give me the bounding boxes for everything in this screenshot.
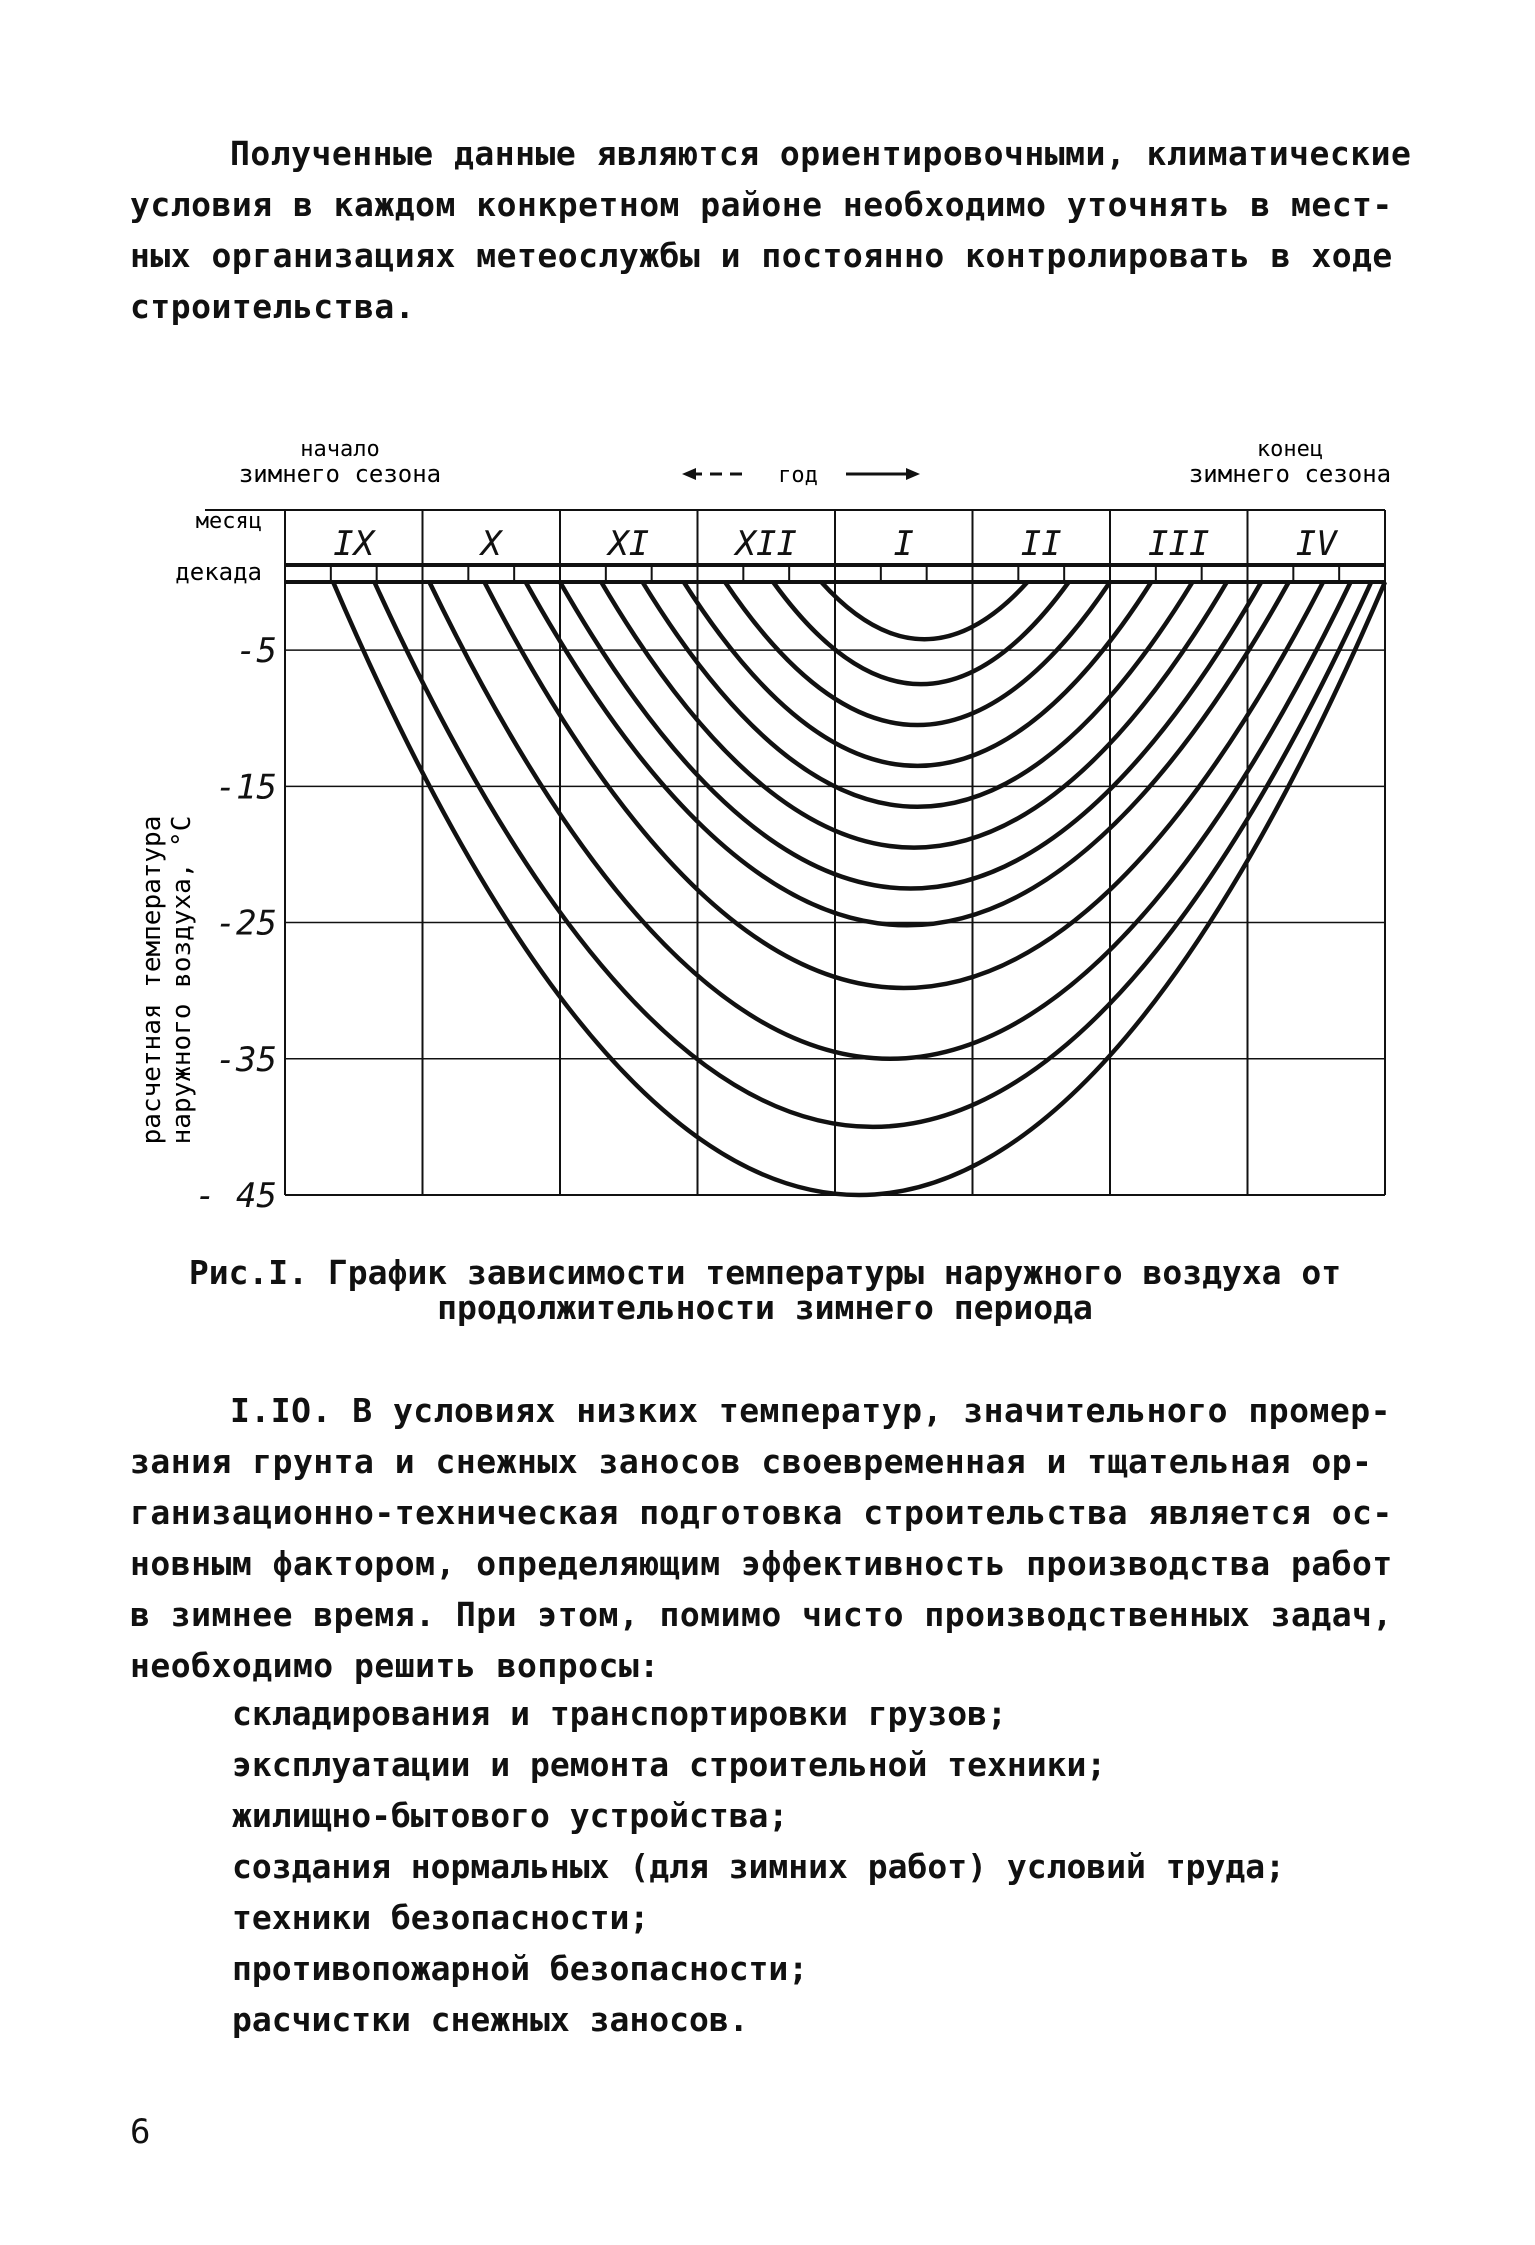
list-item: противопожарной безопасности; bbox=[232, 1949, 809, 1988]
text-line: условия в каждом конкретном районе необходимо уточнять в мест- bbox=[130, 185, 1393, 224]
paragraph-1-10 bbox=[130, 1385, 1393, 1691]
temperature-chart bbox=[130, 430, 1400, 1230]
text-line: ных организациях метеослужбы и постоянно контролировать в ходе bbox=[130, 236, 1393, 275]
list-item: техники безопасности; bbox=[232, 1898, 650, 1937]
text-line: необходимо решить вопросы: bbox=[130, 1646, 660, 1685]
text-line: Полученные данные являются ориентировочными, климатические bbox=[230, 134, 1412, 173]
text-line: в зимнее время. При этом, помимо чисто производственных задач, bbox=[130, 1595, 1393, 1634]
month-label: X bbox=[481, 524, 502, 564]
arrow-left-head bbox=[682, 468, 696, 480]
label-start-1: начало bbox=[300, 437, 380, 462]
y-axis-label-2: наружного воздуха, °С bbox=[167, 815, 197, 1145]
temperature-curve bbox=[684, 582, 1152, 766]
y-tick-label: - 45 bbox=[195, 1176, 277, 1216]
y-tick-label: -5 bbox=[236, 631, 277, 672]
list-item: создания нормальных (для зимних работ) условий труда; bbox=[232, 1847, 1285, 1886]
figure-caption-line-2: продолжительности зимнего периода bbox=[437, 1288, 1093, 1327]
task-list bbox=[232, 1688, 1285, 2045]
label-end-2: зимнего сезона bbox=[1188, 460, 1392, 488]
month-label: I bbox=[893, 524, 914, 564]
temperature-curve bbox=[821, 582, 1027, 639]
text-line: ганизационно-техническая подготовка строительства является ос- bbox=[130, 1493, 1393, 1532]
label-year: год bbox=[778, 463, 818, 488]
list-item: складирования и транспортировки грузов; bbox=[232, 1694, 1007, 1733]
list-item: расчистки снежных заносов. bbox=[232, 2000, 749, 2039]
temperature-curve bbox=[773, 582, 1069, 684]
text-line: строительства. bbox=[130, 287, 416, 326]
y-tick-label: -15 bbox=[215, 767, 277, 808]
month-label: III bbox=[1148, 524, 1210, 564]
y-axis-label-1: расчетная температура bbox=[137, 815, 167, 1145]
month-label: IX bbox=[333, 524, 375, 564]
text-line: новным фактором, определяющим эффективность производства работ bbox=[130, 1544, 1393, 1583]
text-line: зания грунта и снежных заносов своевременная и тщательная ор- bbox=[130, 1442, 1373, 1481]
row-label-month: месяц bbox=[195, 509, 262, 534]
page-number: 6 bbox=[130, 2112, 151, 2152]
month-label: XI bbox=[608, 524, 650, 564]
label-end-1: конец bbox=[1256, 437, 1324, 462]
y-tick-label: -25 bbox=[215, 903, 277, 944]
list-item: эксплуатации и ремонта строительной техники; bbox=[232, 1745, 1107, 1784]
temperature-curve bbox=[333, 582, 1385, 1195]
month-label: II bbox=[1020, 524, 1062, 564]
month-label: IV bbox=[1295, 524, 1337, 564]
text-line: I.IO. В условиях низких температур, значительного промер- bbox=[230, 1391, 1391, 1430]
arrow-right-head bbox=[906, 468, 920, 480]
figure-caption-line-1: Рис.I. График зависимости температуры наружного воздуха от bbox=[188, 1253, 1342, 1292]
paragraph-intro bbox=[130, 128, 1412, 332]
label-start-2: зимнего сезона bbox=[238, 460, 442, 488]
list-item: жилищно-бытового устройства; bbox=[232, 1796, 789, 1835]
month-label: XII bbox=[735, 524, 797, 564]
y-tick-label: -35 bbox=[215, 1039, 277, 1080]
temperature-curve bbox=[374, 582, 1371, 1127]
row-label-decade: декада bbox=[175, 558, 262, 586]
